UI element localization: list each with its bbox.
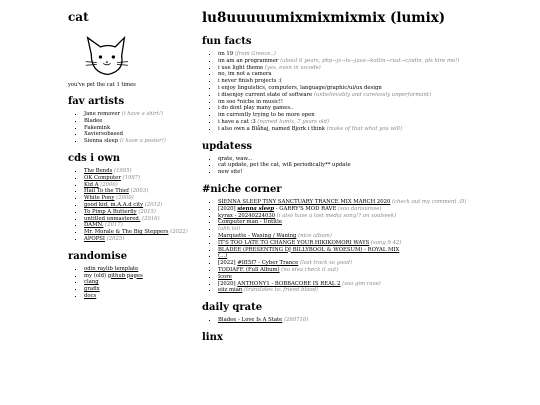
list-item: ▪ i disenjoy current state of software (unbelievably and carelessly unperformant) xyxy=(218,92,532,99)
niche-link[interactable]: Icore xyxy=(218,273,232,280)
list-item: ▪ i never finish projects :( xyxy=(218,78,532,85)
list-item: ▪ IT'S TOO LATE TO CHANGE YOUR HIKIKOMORI WAYS (song 9 42) xyxy=(218,240,532,247)
linx-heading: linx xyxy=(202,331,223,343)
niche-link[interactable]: TODIAFF. (Full Album) xyxy=(218,266,280,273)
list-item: ▪ [2020] ANTHONY1 - BOBBACORE IS REAL 2 (soo gim rave) xyxy=(218,281,532,288)
cd-link[interactable]: good kid, m.A.A.d city xyxy=(84,201,144,208)
list-item: ▪ Mr. Morale & The Big Steppers (2022) xyxy=(84,229,188,236)
fav-artists-list xyxy=(68,111,188,145)
site-title: cat xyxy=(68,10,89,24)
cd-link[interactable]: Kid A xyxy=(84,181,99,188)
list-item: ▪ i do dont play many games.. xyxy=(218,105,532,112)
cds-list xyxy=(68,168,188,243)
niche-link[interactable]: IT'S TOO LATE TO CHANGE YOUR HIKIKOMORI WAYS xyxy=(218,239,370,246)
daily-qrate-list xyxy=(202,317,532,324)
fav-artists-heading: fav artists xyxy=(68,96,125,107)
list-item: ▪ SIENNA SLEEP TINY SANCTUARY TRANCE MIX MARCH 2020 (check out my comment :D) xyxy=(218,199,532,206)
list-item: ▪ The Bends (1995) xyxy=(84,168,188,175)
list-item: ▪ [2022] #IfI5f7 - Cyber Trance (last track so good) xyxy=(218,260,532,267)
niche-link[interactable]: sienna sleep xyxy=(237,205,275,212)
niche-link[interactable]: Marquette - Waxing / Waning xyxy=(218,232,297,239)
cat-icon[interactable] xyxy=(78,34,134,80)
niche-link[interactable]: ANTHONY1 - BOBBACORE IS REAL 2 xyxy=(237,280,341,287)
list-item: ▪ (ahh lol) xyxy=(218,226,532,233)
list-item: ▪ Kid A (2000) xyxy=(84,182,188,189)
cd-link[interactable]: Hail To the Thief xyxy=(84,188,129,195)
list-item: ▪ OK Computer (1997) xyxy=(84,175,188,182)
list-item: ▪ i also own a Blåhaj, named Bjork i think (make of that what you will) xyxy=(218,126,532,133)
list-item xyxy=(84,293,188,300)
list-item: ▪ Hail To the Thief (2003) xyxy=(84,188,188,195)
list-item: ▪ untitled unmastered. (2016) xyxy=(84,216,188,223)
list-item: ▪ i use light theme (yes, even in vscode) xyxy=(218,65,532,72)
niche-link[interactable]: BLADEE (PRESENTING DJ BILLYBOOL & WOESUM) - ROYAL MIX xyxy=(218,246,400,253)
fun-facts-heading: fun facts xyxy=(202,36,252,47)
cd-link[interactable]: untitled unmastered. xyxy=(84,215,141,222)
cd-link[interactable]: To Pimp A Butterfly xyxy=(84,208,137,215)
randomise-link[interactable]: github pages xyxy=(107,272,143,279)
cds-heading: cds i own xyxy=(68,152,121,164)
list-item xyxy=(84,286,188,293)
cd-link[interactable]: Mr. Morale & The Big Steppers xyxy=(84,229,169,236)
list-item: ▪ White Pony (2000) xyxy=(84,195,188,202)
main-content xyxy=(202,10,532,347)
list-item: ▪ my (old) github pages xyxy=(84,273,188,280)
list-item: ▪ Xaviersobased xyxy=(84,131,188,138)
list-item: ▪ To Pimp A Butterfly (2015) xyxy=(84,209,188,216)
niche-link[interactable]: eiiz mian xyxy=(218,287,243,294)
list-item: ▪ eiiz mian (translates to: friend blood) xyxy=(218,287,532,294)
list-item: ▪ TODIAFF. (Full Album) (no idea check it out) xyxy=(218,267,532,274)
sidebar xyxy=(68,10,188,300)
randomise-link[interactable]: docs xyxy=(84,292,97,299)
randomise-link[interactable]: odin raylib template xyxy=(84,265,139,272)
randomise-heading: randomise xyxy=(68,250,128,262)
updatess-heading: updatess xyxy=(202,140,252,152)
list-item: ▪ Bladee - Love Is A State (260716) xyxy=(218,317,532,324)
list-item: ▪ im am an programmer (about 6 years, php→js→ts→java→kotlin→rust→c/odin, pls hire me!) xyxy=(218,58,532,65)
niche-corner-heading: #niche corner xyxy=(202,183,282,195)
list-item: ▪ i enjoy linguistics, computers, language/graphic/ui/ux design xyxy=(218,85,532,92)
list-item: ▪ Sienna sleep (i have a poster!) xyxy=(84,138,188,145)
list-item xyxy=(218,274,532,281)
list-item: ▪ Bladee xyxy=(84,118,188,125)
list-item: ▪ qrate, waw... xyxy=(218,156,532,163)
randomise-link[interactable]: clang xyxy=(84,279,99,286)
list-item: ▪ kyrax - 20240224030 (i also have a lost media song!? on soulseek) xyxy=(218,213,532,220)
niche-link[interactable]: (...) xyxy=(218,253,228,260)
cd-link[interactable]: APOPSI xyxy=(84,235,106,242)
list-item: ▪ APOPSI (2025) xyxy=(84,236,188,243)
list-item: ▪ Marquette - Waxing / Waning (nice album) xyxy=(218,233,532,240)
niche-list xyxy=(202,199,532,294)
niche-link[interactable]: kyrax - 20240224030 xyxy=(218,212,276,219)
list-item: ▪ im currently trying to be more open xyxy=(218,112,532,119)
list-item: ▪ Fakemink xyxy=(84,125,188,132)
list-item xyxy=(84,266,188,273)
cd-link[interactable]: The Bends xyxy=(84,167,113,174)
list-item: ▪ no, im not a camera xyxy=(218,71,532,78)
updatess-list xyxy=(202,156,532,176)
list-item xyxy=(218,219,532,226)
list-item: ▪ cat update, pet the cat, will periodically** update xyxy=(218,162,532,169)
niche-link[interactable]: SIENNA SLEEP TINY SANCTUARY TRANCE MIX MARCH 2020 xyxy=(218,198,391,205)
list-item xyxy=(218,247,532,254)
list-item: ▪ im 19 (from Greece..) xyxy=(218,51,532,58)
list-item: ▪ i have a cat :3 (named lumix, 7 years old) xyxy=(218,119,532,126)
pet-counter: you've pet the cat 1 times xyxy=(68,82,136,88)
niche-link[interactable]: Computer man - Untitle xyxy=(218,219,282,226)
cd-link[interactable]: OK Computer xyxy=(84,174,121,181)
list-item: ▪ im soo *niche in music!! xyxy=(218,99,532,106)
randomise-link[interactable]: grafix xyxy=(84,286,100,293)
list-item: ▪ Jane remover (i have a shirt!) xyxy=(84,111,188,118)
randomise-list xyxy=(68,266,188,300)
list-item: ▪ good kid, m.A.A.d city (2012) xyxy=(84,202,188,209)
cd-link[interactable]: DAMN. xyxy=(84,222,104,229)
daily-qrate-heading: daily qrate xyxy=(202,302,263,314)
page-title: lu8uuuuumixmixmixmix (lumix) xyxy=(202,10,446,26)
daily-qrate-link[interactable]: Bladee - Love Is A State xyxy=(218,317,283,324)
list-item xyxy=(84,279,188,286)
fun-facts-list xyxy=(202,51,532,133)
list-item: ▪ [2020] sienna sleep - GARRY'S MOD RAVE (soo darisurose) xyxy=(218,206,532,213)
cd-link[interactable]: White Pony xyxy=(84,195,115,202)
list-item: ▪ DAMN. (2017) xyxy=(84,222,188,229)
niche-link[interactable]: #IfI5f7 - Cyber Trance xyxy=(237,260,299,267)
list-item: ▪ new site! xyxy=(218,169,532,176)
